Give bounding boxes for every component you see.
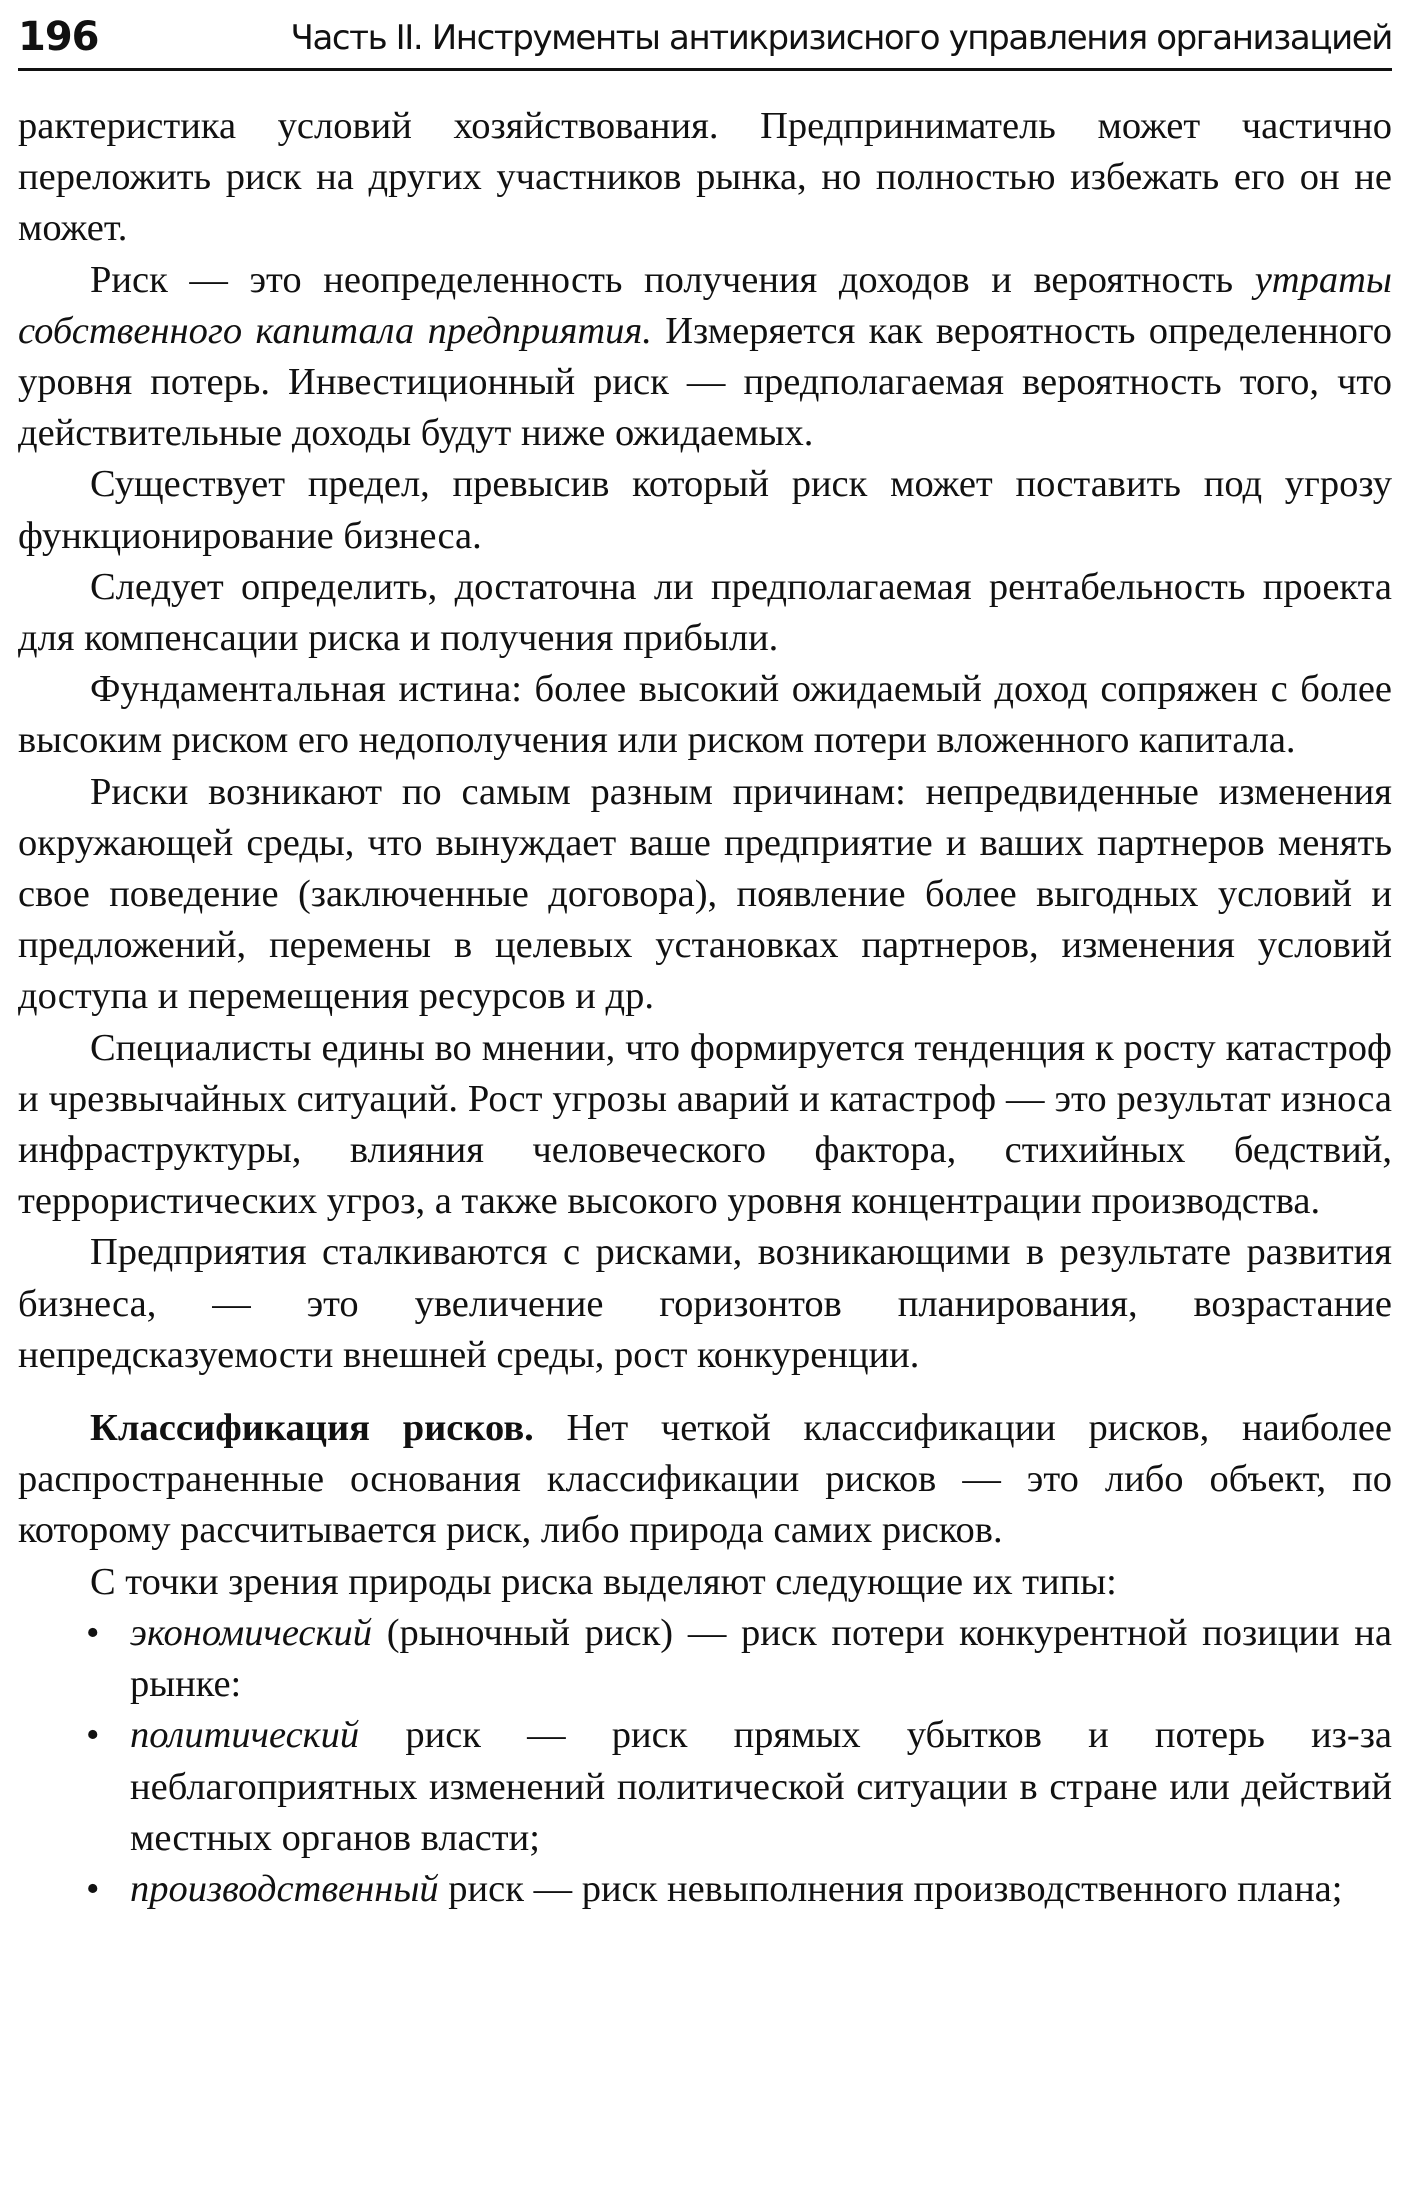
list-item bbox=[18, 1864, 1392, 1915]
classification-heading: Классификация рисков. bbox=[90, 1407, 534, 1450]
risk-type-term: производственный bbox=[130, 1867, 439, 1910]
risk-type-term: политический bbox=[130, 1714, 360, 1757]
paragraph-business-risks: Предприятия сталкиваются с рисками, возникающими в результате развития бизнеса, — это увеличение горизонтов планирования, возрастание непредсказуемости внешней среды, рост конкуренции. bbox=[18, 1231, 1392, 1376]
list-item bbox=[18, 1710, 1392, 1864]
paragraph-risk-limit: Существует предел, превысив который риск может поставить под угрозу функционирование бизнеса. bbox=[18, 463, 1392, 557]
paragraph-catastrophes: Специалисты едины во мнении, что формируется тенденция к росту катастроф и чрезвычайных ситуаций. Рост угрозы аварий и катастроф — это результат износа инфраструктуры, влияния человеческого фактора, стихийных бедствий, террористических угроз, а также высокого уровня концентрации производства. bbox=[18, 1026, 1392, 1223]
list-item bbox=[18, 1608, 1392, 1710]
running-title: Часть II. Инструменты антикризисного управления организацией bbox=[290, 18, 1392, 58]
paragraph-risk-causes: Риски возникают по самым разным причинам: непредвиденные изменения окружающей среды, что вынуждает ваше предприятие и ваших партнеров менять свое поведение (заключенные договора), появление более выгодных условий и предложений, перемены в целевых установках партнеров, изменения условий доступа и перемещения ресурсов и др. bbox=[18, 770, 1392, 1018]
paragraph-fundamental-truth: Фундаментальная истина: более высокий ожидаемый доход сопряжен с более высоким риском его недополучения или риском потери вложенного капитала. bbox=[18, 668, 1392, 762]
risk-type-term: экономический bbox=[130, 1611, 373, 1654]
risk-type-text: риск — риск прямых убытков и потерь из-за неблагоприятных изменений политической ситуации в стране или действий местных органов власти; bbox=[130, 1714, 1392, 1859]
risk-types-list bbox=[18, 1608, 1392, 1915]
paragraph-profitability: Следует определить, достаточна ли предполагаемая рентабельность проекта для компенсации риска и получения прибыли. bbox=[18, 565, 1392, 660]
risk-type-text: (рыночный риск) — риск потери конкурентной позиции на рынке: bbox=[130, 1611, 1392, 1706]
risk-definition-end: Измеряется как вероятность определенного уровня потерь. Инвестиционный риск — предполагаемая вероятность того, что действительные доходы будут ниже ожидаемых. bbox=[18, 309, 1393, 455]
page-number: 196 bbox=[18, 14, 99, 60]
running-header bbox=[18, 8, 1392, 71]
classification-text: Нет четкой классификации рисков, наиболее распространенные основания классификации рисков — это либо объект, по которому рассчитывается риск, либо природа самих рисков. bbox=[18, 1407, 1392, 1552]
risk-type-text: риск — риск невыполнения производственного плана; bbox=[438, 1867, 1343, 1910]
body-text bbox=[18, 101, 1392, 1915]
paragraph-continuation: рактеристика условий хозяйствования. Предприниматель может частично переложить риск на других участников рынка, но полностью избежать его он не может. bbox=[18, 105, 1392, 250]
paragraph-classification bbox=[18, 1403, 1392, 1557]
risk-definition-italic: утраты собственного капитала предприятия. bbox=[18, 258, 1392, 352]
paragraph-risk-definition bbox=[18, 255, 1392, 460]
risk-definition-start: Риск — это неопределенность получения доходов и вероятность bbox=[90, 258, 1255, 301]
paragraph-list-intro: С точки зрения природы риска выделяют следующие их типы: bbox=[90, 1560, 1117, 1603]
